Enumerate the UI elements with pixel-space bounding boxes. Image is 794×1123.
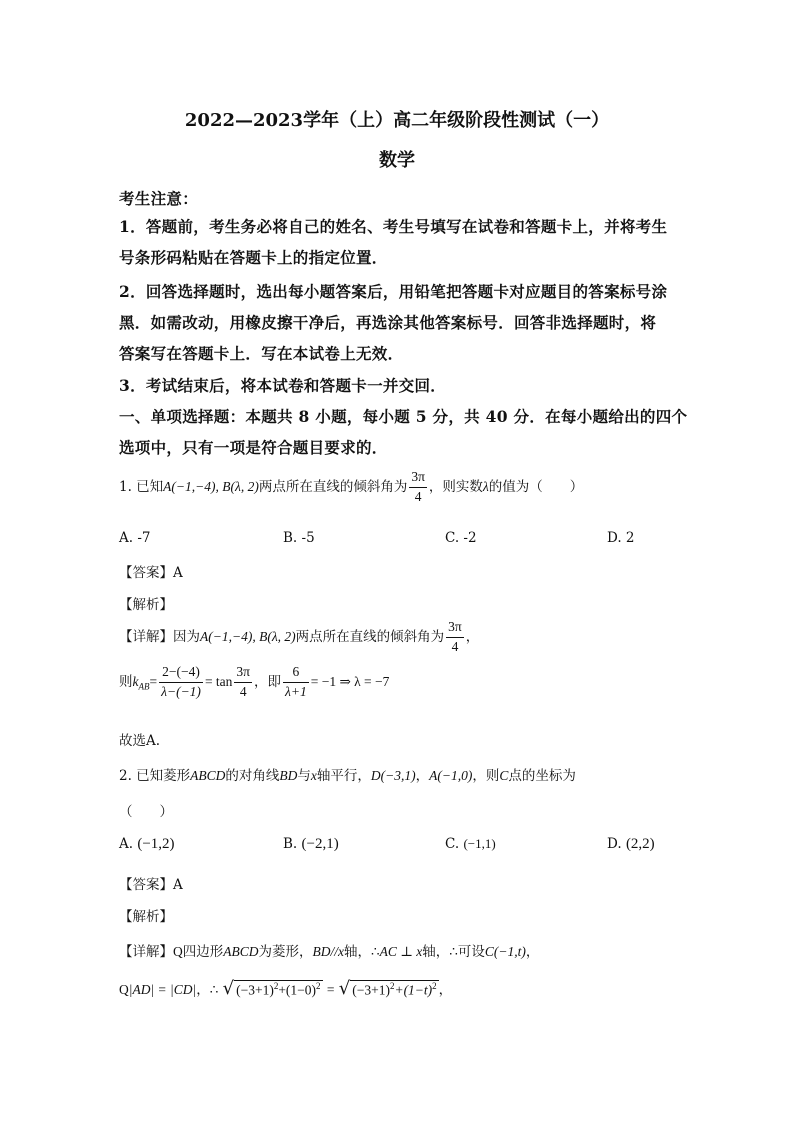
q2-d-t2: 为菱形， [258,944,313,960]
notice-item-1-line-2: 号条形码粘贴在答题卡上的指定位置． [119,248,388,267]
q2-t2: 与 [297,768,311,784]
q1-detail-angle-fraction [446,620,464,655]
q2-analysis: 【解析】 [119,909,173,925]
q2-option-d-label: D. [607,836,622,852]
q1-detail-prefix: 【详解】因为 [119,628,200,645]
q2-d-t1: 四边形 [182,944,224,960]
question-1-stem [119,470,583,505]
q2-option-a [119,836,175,853]
q2-option-a-value: (−1,2) [137,836,175,852]
subject-title: 数学 [379,150,415,171]
q1-slope-fraction [159,665,203,700]
q2-d: D(−3,1) [370,768,416,783]
q2-ct: C(−1,t) [484,944,526,959]
q2-a: A(−1,0) [429,768,473,783]
q2-option-b-value: (−2,1) [301,836,339,852]
q2-d-t4: 轴， [422,944,450,960]
q1-answer: 【答案】A [119,565,183,581]
q2-sqrt2-b-exp: 2 [432,980,437,991]
q2-sqrt-1 [234,980,322,999]
q1-tan-fraction [234,665,252,700]
q2-sqrt1-a: (−3+1) [236,982,274,997]
q1-analysis: 【解析】 [119,597,173,613]
q2-l2-comma: ， [196,982,210,998]
q1-tan-den: 4 [239,683,247,699]
q2-sqrt1-b-exp: 2 [316,980,321,991]
q1-k-sub: AB [138,681,150,692]
q1-slope-num: 2−(−4) [159,665,203,683]
q1-mid: 两点所在直线的倾斜角为 [258,478,408,495]
q1-var: λ [482,478,489,494]
q1-slope-den: λ−(−1) [161,683,201,699]
q2-l2-therefore: ∴ [209,982,219,997]
q2-detail-line-1 [119,940,539,960]
question-2-stem [119,764,576,784]
q2-comma: ， [415,768,430,784]
q2-x: x [310,768,317,783]
q2-sqrt1-a-exp: 2 [273,980,279,991]
q2-eq2: = [326,982,335,997]
q2-because-symbol: Q [173,944,183,959]
q1-tan-num: 3π [234,665,252,683]
q2-prefix: 2. 已知菱形 [119,768,191,784]
q1-detail-angle-num: 3π [446,620,464,638]
q2-sqrt2-a: (−3+1) [352,982,390,997]
q2-detail-line-2 [119,978,452,999]
q2-t5: 点的坐标为 [508,768,576,784]
q1-then: ，即 [254,673,281,690]
q1-suffix: ，则实数 [428,478,483,495]
q1-prefix: 1. 已知 [119,478,164,495]
q2-d-end: ， [525,944,540,960]
q2-option-d [607,836,655,853]
q1-frac2-den: λ+1 [285,683,307,699]
q2-l2-because: Q [119,982,129,997]
q2-d-t3: 轴， [344,944,371,960]
q1-k-label: k [132,673,139,689]
q2-option-d-value: (2,2) [625,836,655,852]
q1-frac2-num: 6 [283,665,309,683]
notice-item-2-line-2: 黑．如需改动，用橡皮擦干净后，再选涂其他答案标号．回答非选择题时，将 [119,313,657,332]
q2-sqrt2-b: +(1−t) [394,982,433,997]
section-1-line-1: 一、单项选择题：本题共 8 小题，每小题 5 分，共 40 分．在每小题给出的四个 [119,407,688,426]
q2-bd: BD [279,768,298,783]
q1-option-c: C. -2 [445,530,477,546]
q1-detail-line-2 [119,665,389,700]
notice-item-2-line-3: 答案写在答题卡上．写在本试卷上无效． [119,344,404,363]
q2-sqrt1-b: +(1−0) [278,982,317,997]
q1-detail-mid: 两点所在直线的倾斜角为 [295,628,445,645]
q1-conclusion: 故选A. [119,733,161,749]
q1-angle-num: 3π [409,470,427,488]
q1-angle-den: 4 [414,488,422,504]
q2-therefore-symbol-2: ∴ [449,944,458,959]
q2-paren: （ ） [119,804,173,820]
q1-detail-angle-den: 4 [451,638,459,654]
q1-frac2 [283,665,309,700]
q2-option-c [445,836,496,852]
q2-therefore-symbol: ∴ [371,944,380,959]
q2-d-t5: 可设 [457,944,485,960]
q2-c: C [499,768,509,783]
q1-option-a: A. -7 [119,530,151,546]
q2-answer: 【答案】A [119,877,183,893]
q2-sqrt-sign-1: √ [222,978,235,999]
q2-sqrt-sign-2: √ [338,978,351,999]
q2-option-c-value: (−1,1) [463,836,496,851]
q2-t4: ，则 [472,768,500,784]
q1-points: A(−1,−4), B(λ, 2) [163,478,259,494]
q1-tan: = tan [204,673,233,689]
q2-option-c-label: C. [445,836,460,852]
q1-detail-points: A(−1,−4), B(λ, 2) [200,628,296,644]
page-title: 2022—2023学年（上）高二年级阶段性测试（一） [184,110,610,131]
q2-sqrt2-a-exp: 2 [389,980,395,991]
q2-t3: 轴平行， [316,768,371,784]
q2-bdx: BD//x [312,944,344,959]
notice-item-3: 3．考试结束后，将本试卷和答题卡一并交回． [119,376,447,395]
q1-calc-prefix: 则 [119,673,133,690]
notice-heading: 考生注意： [119,189,199,208]
q2-option-b [283,836,339,853]
q2-detail-abcd: ABCD [223,944,259,959]
notice-item-1-line-1: 1．答题前，考生务必将自己的姓名、考生号填写在试卷和答题卡上，并将考生 [119,217,668,236]
q1-angle-fraction [409,470,427,505]
q2-t1: 的对角线 [225,768,280,784]
q2-l2-end: ， [438,982,453,998]
q1-eq: = [149,673,158,689]
q2-option-b-label: B. [283,836,298,852]
q2-l2-abs: |AD| = |CD| [128,982,197,997]
q1-end: 的值为（ ） [488,478,584,495]
q1-option-b: B. -5 [283,530,315,546]
q1-detail-line-1 [119,620,479,655]
q2-sqrt-2 [350,980,438,999]
q2-detail-prefix: 【详解】 [119,944,173,960]
q1-result: = −1 ⇒ λ = −7 [310,673,390,689]
q1-option-d: D. 2 [607,530,635,546]
notice-item-2-line-1: 2．回答选择题时，选出每小题答案后，用铅笔把答题卡对应题目的答案标号涂 [119,282,668,301]
section-1-line-2: 选项中，只有一项是符合题目要求的． [119,438,388,457]
q1-detail-end: ， [465,628,480,645]
q2-option-a-label: A. [119,836,134,852]
q2-abcd: ABCD [190,768,226,783]
q2-acx: AC ⊥ x [379,944,423,959]
